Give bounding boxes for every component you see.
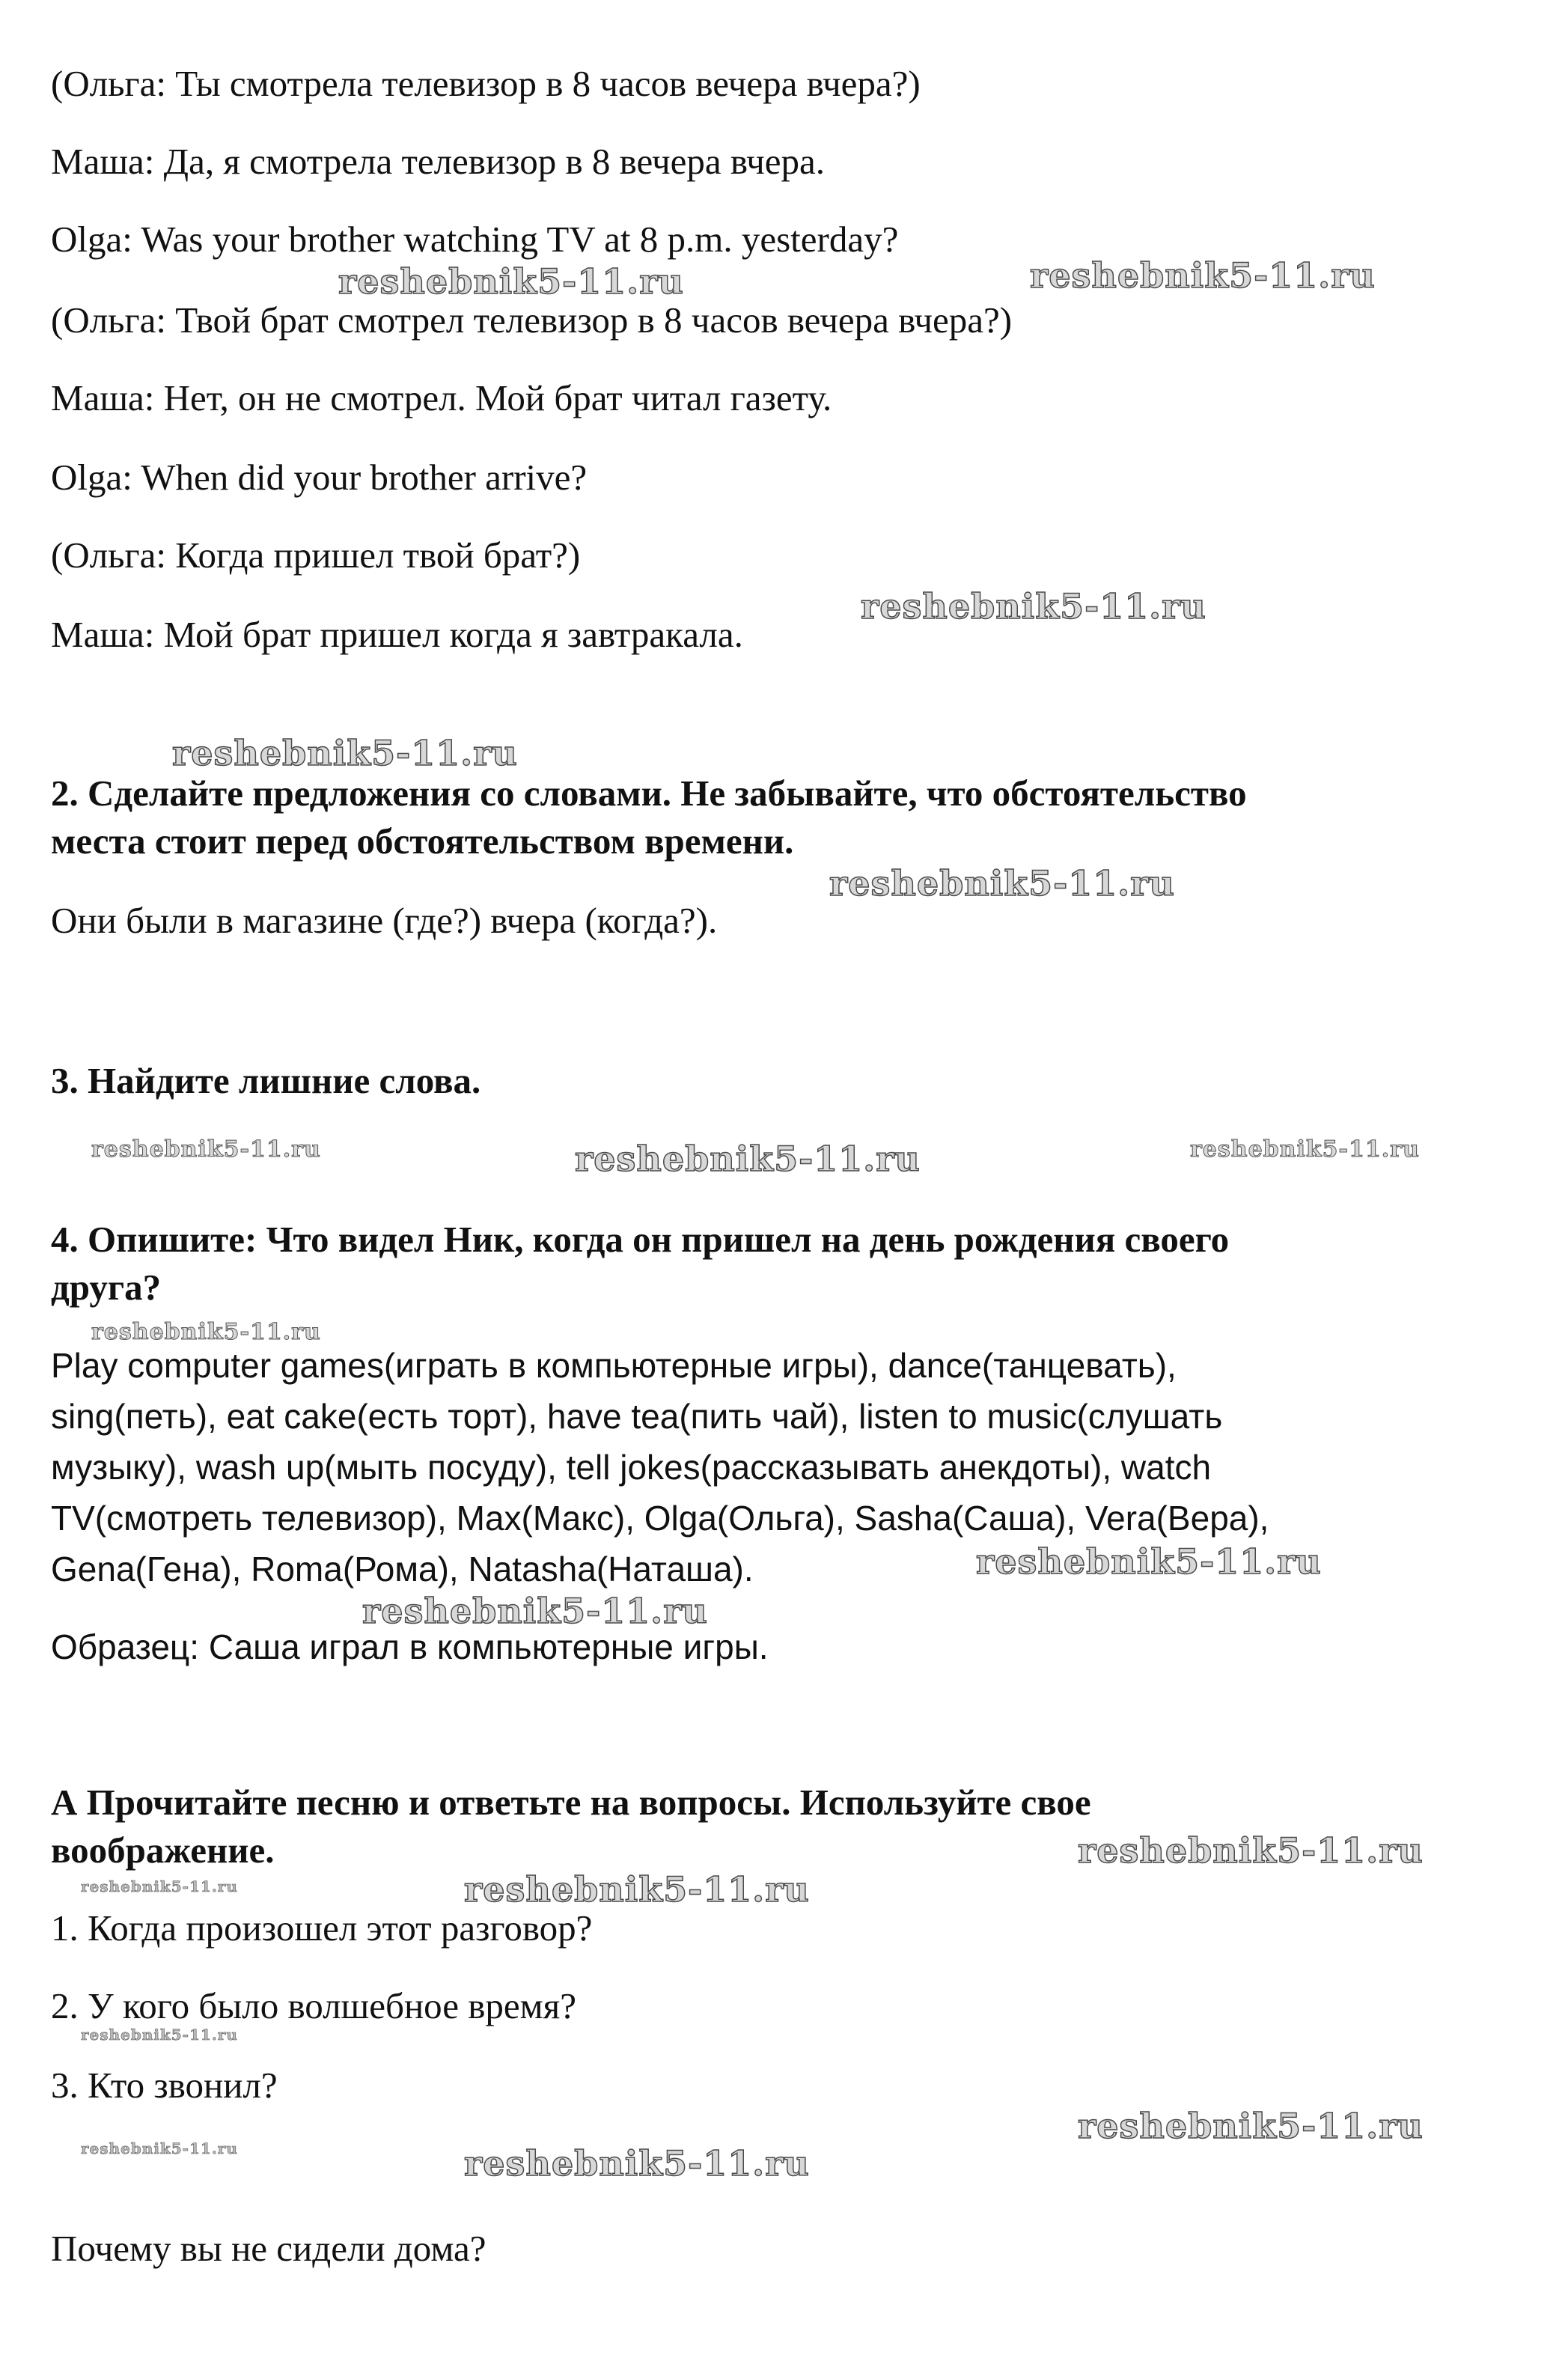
watermark: reshebnik5-11.ru (464, 2143, 810, 2184)
task4-word-list: Gena(Гена), Roma(Рома), Natasha(Наташа). (51, 1550, 754, 1588)
taskA-heading: воображение. (51, 1830, 275, 1871)
task3-heading: 3. Найдите лишние слова. (51, 1060, 481, 1101)
taskA-final-question: Почему вы не сидели дома? (51, 2228, 486, 2269)
watermark: reshebnik5-11.ru (91, 1319, 321, 1345)
task4-heading: друга? (51, 1267, 162, 1308)
watermark: reshebnik5-11.ru (91, 1136, 321, 1163)
watermark: reshebnik5-11.ru (1078, 1830, 1424, 1871)
dialogue-line: (Ольга: Твой брат смотрел телевизор в 8 часов вечера вчера?) (51, 299, 1013, 341)
taskA-question: 3. Кто звонил? (51, 2065, 278, 2106)
task4-example: Образец: Саша играл в компьютерные игры. (51, 1627, 769, 1666)
watermark: reshebnik5-11.ru (1078, 2106, 1424, 2146)
watermark: reshebnik5-11.ru (338, 261, 684, 302)
watermark: reshebnik5-11.ru (1190, 1136, 1420, 1163)
watermark: reshebnik5-11.ru (1030, 255, 1376, 296)
dialogue-line: Маша: Да, я смотрела телевизор в 8 вечера вчера. (51, 141, 826, 182)
task4-word-list: Play computer games(играть в компьютерные игры), dance(танцевать), (51, 1346, 1177, 1385)
watermark: reshebnik5-11.ru (861, 586, 1206, 627)
watermark: reshebnik5-11.ru (81, 2026, 238, 2044)
dialogue-line: Маша: Мой брат пришел когда я завтракала. (51, 614, 743, 655)
task4-word-list: TV(смотреть телевизор), Max(Макс), Olga(Ольга), Sasha(Саша), Vera(Вера), (51, 1499, 1269, 1538)
dialogue-line: Olga: Was your brother watching TV at 8 p.m. yesterday? (51, 219, 899, 260)
task4-word-list: sing(петь), eat cake(есть торт), have tea(пить чай), listen to music(слушать (51, 1397, 1223, 1436)
watermark: reshebnik5-11.ru (81, 1877, 238, 1895)
watermark: reshebnik5-11.ru (575, 1139, 921, 1179)
dialogue-line: (Ольга: Ты смотрела телевизор в 8 часов вечера вчера?) (51, 63, 921, 104)
dialogue-line: Olga: When did your brother arrive? (51, 457, 588, 498)
dialogue-line: Маша: Нет, он не смотрел. Мой брат читал газету. (51, 377, 832, 418)
watermark: reshebnik5-11.ru (976, 1541, 1322, 1582)
watermark: reshebnik5-11.ru (172, 733, 518, 773)
watermark: reshebnik5-11.ru (81, 2139, 238, 2157)
dialogue-line: (Ольга: Когда пришел твой брат?) (51, 534, 581, 576)
taskA-question: 1. Когда произошел этот разговор? (51, 1907, 593, 1949)
taskA-question: 2. У кого было волшебное время? (51, 1985, 576, 2026)
task2-heading: 2. Сделайте предложения со словами. Не забывайте, что обстоятельство (51, 773, 1247, 814)
watermark: reshebnik5-11.ru (362, 1591, 708, 1631)
taskA-heading: А Прочитайте песню и ответьте на вопросы. Используйте свое (51, 1782, 1091, 1823)
task4-heading: 4. Опишите: Что видел Ник, когда он пришел на день рождения своего (51, 1219, 1230, 1260)
watermark: reshebnik5-11.ru (464, 1869, 810, 1910)
task2-heading: места стоит перед обстоятельством времени. (51, 820, 794, 862)
task2-answer: Они были в магазине (где?) вчера (когда?). (51, 900, 718, 941)
watermark: reshebnik5-11.ru (829, 863, 1175, 904)
task4-word-list: музыку), wash up(мыть посуду), tell jokes(рассказывать анекдоты), watch (51, 1448, 1212, 1487)
